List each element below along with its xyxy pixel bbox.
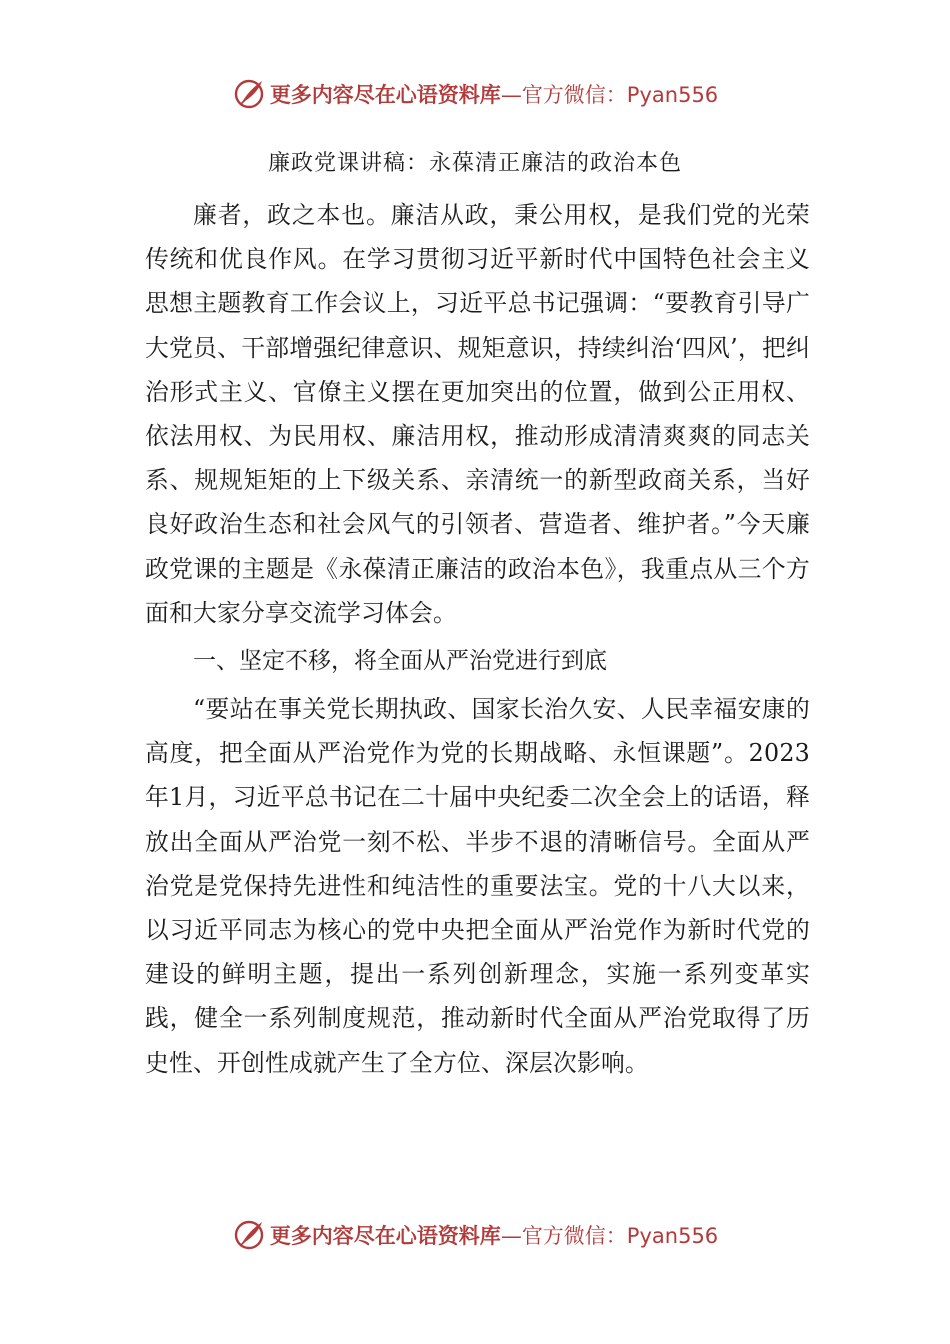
banner-text (270, 79, 718, 109)
feather-pen-logo-icon (232, 77, 266, 111)
banner-text (270, 1220, 718, 1250)
body-paragraph: 廉者，政之本也。廉洁从政，秉公用权，是我们党的光荣传统和优良作风。在学习贯彻习近平新时代中国特色社会主义思想主题教育工作会议上，习近平总书记强调：“要教育引导广大党员、干部增强纪律意识、规矩意识，持续纠治‘四风’，把纠治形式主义、官僚主义摆在更加突出的位置，做到公正用权、依法用权、为民用权、廉洁用权，推动形成清清爽爽的同志关系、规规矩矩的上下级关系、亲清统一的新型政商关系，当好良好政治生态和社会风气的引领者、营造者、维护者。”今天廉政党课的主题是《永葆清正廉洁的政治本色》，我重点从三个方面和大家分享交流学习体会。 (145, 201, 810, 627)
banner-contact-text: —官方微信：Pyan556 (500, 1224, 719, 1248)
footer-banner (0, 1215, 950, 1255)
document-title: 廉政党课讲稿：永葆清正廉洁的政治本色 (267, 151, 682, 176)
header-banner (0, 74, 950, 114)
section-heading: 一、坚定不移，将全面从严治党进行到底 (193, 648, 607, 675)
banner-bold-text: 更多内容尽在心语资料库 (269, 83, 501, 107)
banner-contact-text: —官方微信：Pyan556 (500, 83, 719, 107)
document-body (145, 193, 810, 1085)
feather-pen-logo-icon (232, 1218, 266, 1252)
banner-bold-text: 更多内容尽在心语资料库 (269, 1224, 501, 1248)
body-paragraph: “要站在事关党长期执政、国家长治久安、人民幸福安康的高度，把全面从严治党作为党的长期战略、永恒课题”。2023年1月，习近平总书记在二十届中央纪委二次全会上的话语，释放出全面从严治党一刻不松、半步不退的清晰信号。全面从严治党是党保持先进性和纯洁性的重要法宝。党的十八大以来，以习近平同志为核心的党中央把全面从严治党作为新时代党的建设的鲜明主题，提出一系列创新理念，实施一系列变革实践，健全一系列制度规范，推动新时代全面从严治党取得了历史性、开创性成就产生了全方位、深层次影响。 (145, 695, 810, 1077)
